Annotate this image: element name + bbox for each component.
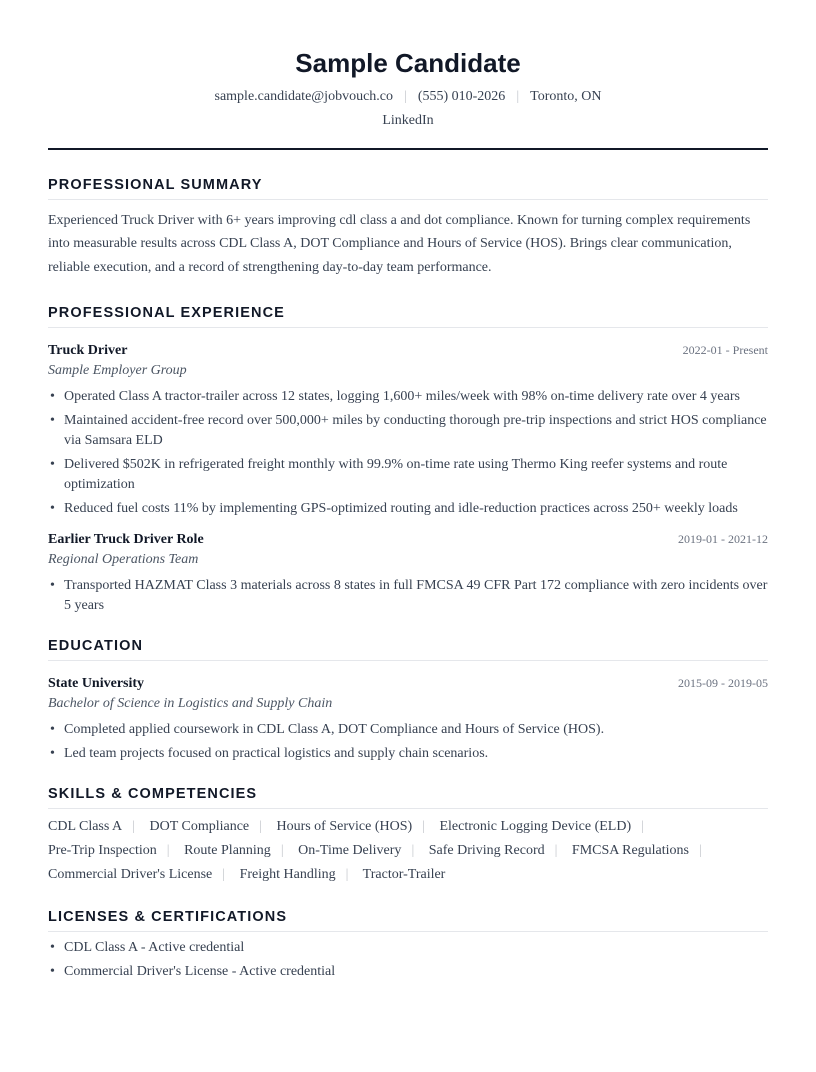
summary-text: Experienced Truck Driver with 6+ years improving cdl class a and dot compliance. Known for turning complex requirements into measurable results across CDL Class A, DOT Compliance and Hours of Service (HOS). Brings clear communication, reliable execution, and a record of strengthening day-to-day team performance. [48, 213, 751, 275]
education-header [48, 673, 768, 694]
contact-separator: | [404, 89, 407, 104]
skill-item: FMCSA Regulations [571, 842, 690, 858]
skill-item: Freight Handling [239, 866, 336, 882]
job-bullet: • Reduced fuel costs 11% by implementing GPS-optimized routing and idle-reduction practices across 250+ weekly loads [48, 499, 768, 519]
skill-separator: | [259, 818, 262, 834]
section-title-licenses: LICENSES & CERTIFICATIONS [48, 909, 768, 932]
job-title: Truck Driver [48, 342, 128, 358]
skill-separator: | [132, 818, 135, 834]
licenses-section [48, 909, 768, 982]
skill-item: On-Time Delivery [298, 842, 402, 858]
skill-item: Commercial Driver's License [48, 866, 213, 882]
resume-page [48, 0, 768, 982]
degree-name: Bachelor of Science in Logistics and Supply Chain [48, 695, 333, 711]
skill-separator: | [166, 842, 170, 858]
job-header [48, 340, 768, 361]
job-dates: 2022-01 - Present [682, 342, 768, 357]
section-title-education: EDUCATION [48, 638, 768, 661]
education-bullets [48, 720, 768, 764]
skill-item: Route Planning [184, 842, 271, 858]
education-bullet: • Completed applied coursework in CDL Class A, DOT Compliance and Hours of Service (HOS). [48, 720, 768, 740]
job-bullets [48, 387, 768, 519]
skill-item: Electronic Logging Device (ELD) [439, 818, 632, 834]
license-item: • CDL Class A - Active credential [48, 938, 768, 958]
contact-line [48, 85, 768, 109]
school-name: State University [48, 675, 145, 691]
job-company: Sample Employer Group [48, 362, 187, 378]
skill-item: DOT Compliance [149, 818, 250, 834]
header-divider [48, 148, 768, 150]
skill-item: Safe Driving Record [428, 842, 545, 858]
linkedin-link[interactable]: LinkedIn [382, 113, 434, 128]
skill-separator: | [411, 842, 415, 858]
job-company: Regional Operations Team [48, 551, 199, 567]
skill-item: CDL Class A [48, 818, 123, 834]
job-bullet: • Maintained accident-free record over 500,000+ miles by conducting thorough pre-trip inspections and strict HOS compliance via Samsara ELD [48, 411, 768, 451]
skills-section [48, 786, 768, 887]
job-bullet: • Transported HAZMAT Class 3 materials across 8 states in full FMCSA 49 CFR Part 172 compliance with zero incidents over 5 years [48, 576, 768, 616]
contact-location: Toronto, ON [530, 89, 602, 104]
job-entry [48, 340, 768, 519]
skill-separator: | [699, 842, 702, 858]
license-list [48, 938, 768, 982]
job-bullets [48, 576, 768, 616]
contact-separator: | [516, 89, 520, 104]
education-dates: 2015-09 - 2019-05 [678, 675, 768, 690]
skill-separator: | [345, 866, 349, 882]
skill-item: Pre-Trip Inspection [48, 842, 157, 858]
job-header [48, 529, 768, 550]
experience-section [48, 305, 768, 616]
contact-phone: (555) 010-2026 [417, 89, 506, 104]
education-bullet: • Led team projects focused on practical logistics and supply chain scenarios. [48, 744, 768, 764]
skill-separator: | [222, 866, 226, 882]
skill-separator: | [280, 842, 284, 858]
education-section [48, 638, 768, 764]
skill-separator: | [422, 818, 425, 834]
job-bullet: • Delivered $502K in refrigerated freight monthly with 99.9% on-time rate using Thermo King reefer systems and route optimization [48, 455, 768, 495]
skill-separator: | [554, 842, 558, 858]
job-entry [48, 529, 768, 616]
contact-links [48, 109, 768, 133]
job-dates: 2019-01 - 2021-12 [678, 531, 768, 546]
section-title-skills: SKILLS & COMPETENCIES [48, 786, 768, 809]
skill-item: Tractor-Trailer [362, 866, 446, 882]
license-item: • Commercial Driver's License - Active credential [48, 962, 768, 982]
job-title: Earlier Truck Driver Role [48, 531, 204, 547]
summary-section [48, 177, 768, 279]
candidate-name: Sample Candidate [295, 48, 521, 78]
section-title-summary: PROFESSIONAL SUMMARY [48, 177, 768, 200]
skill-separator: | [641, 818, 644, 834]
skill-item: Hours of Service (HOS) [276, 818, 413, 834]
contact-email[interactable]: sample.candidate@jobvouch.co [214, 89, 393, 104]
education-entry [48, 673, 768, 764]
skills-list [48, 815, 768, 887]
job-bullet: • Operated Class A tractor-trailer across 12 states, logging 1,600+ miles/week with 98% on-time delivery rate over 4 years [48, 387, 768, 407]
section-title-experience: PROFESSIONAL EXPERIENCE [48, 305, 768, 328]
